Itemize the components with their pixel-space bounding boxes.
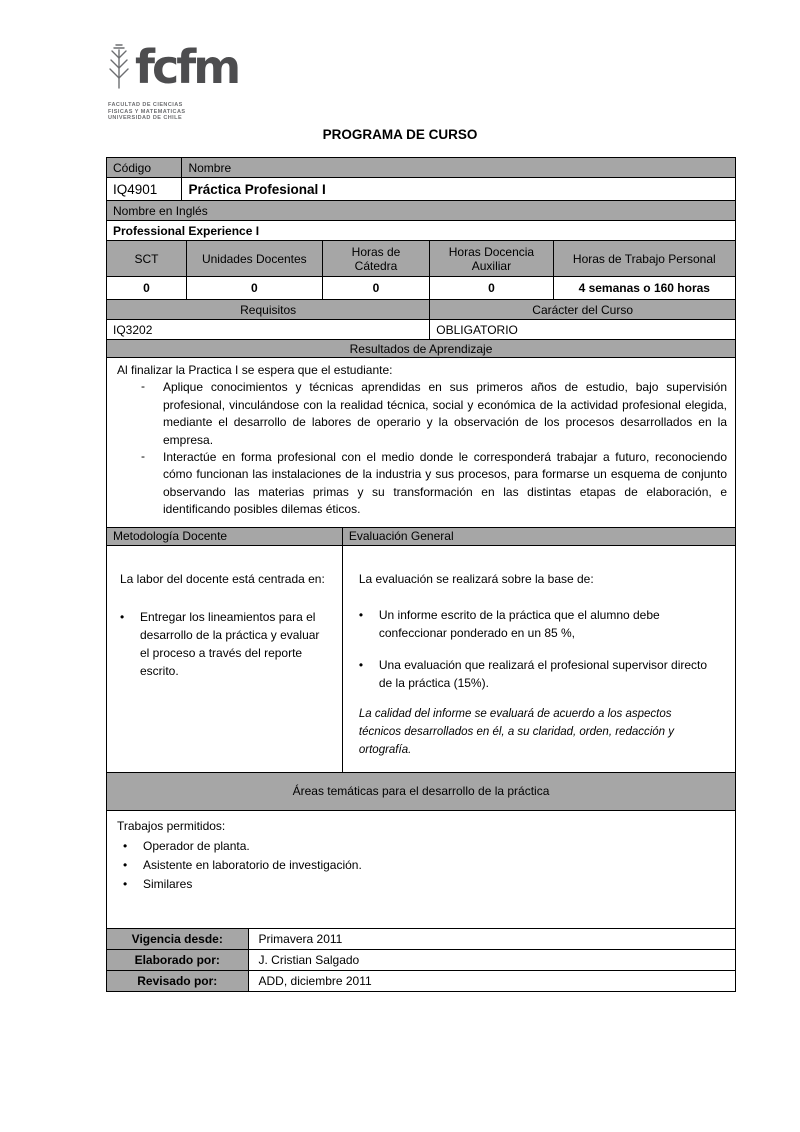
trabajos-intro: Trabajos permitidos: xyxy=(117,818,226,833)
bullet-marker xyxy=(123,856,143,875)
evaluacion-item: Un informe escrito de la práctica que el alumno debe confeccionar ponderado en un 85 %, xyxy=(378,608,660,641)
codigo-value: IQ4901 xyxy=(107,178,182,201)
requisitos-label: Requisitos xyxy=(107,300,430,320)
metodologia-label: Metodología Docente xyxy=(107,527,343,545)
metodologia-item: Entregar los lineamientos para el desarrollo de la práctica y evaluar el proceso a través del reporte escrito. xyxy=(140,610,320,679)
nombre-ingles-label: Nombre en Inglés xyxy=(107,201,736,221)
revisado-value: ADD, diciembre 2011 xyxy=(248,971,735,992)
fcfm-logo xyxy=(108,40,239,122)
logo-brand-text: fcfm xyxy=(135,40,239,94)
list-item xyxy=(359,606,715,642)
list-item xyxy=(123,856,727,875)
faculty-name xyxy=(108,102,238,122)
thematic-areas-table xyxy=(106,772,736,930)
faculty-line: FACULTAD DE CIENCIAS xyxy=(108,102,183,108)
list-item xyxy=(120,608,332,680)
resultado-text: Aplique conocimientos y técnicas aprendidas en sus primeros años de estudio, bajo supervisión profesional, vinculándose con la realidad técnica, social y económica de la actividad profesional elegida, mediante el desarrollo de labores de operario y la observación de los procesos desarrollados en la empresa. xyxy=(163,380,727,447)
evaluacion-intro: La evaluación se realizará sobre la base de: xyxy=(358,571,594,586)
revisado-label: Revisado por: xyxy=(107,971,249,992)
bullet-marker xyxy=(120,608,140,680)
learning-results-table xyxy=(106,339,736,528)
bullet-marker xyxy=(359,606,379,642)
course-program-document xyxy=(106,158,736,992)
nombre-value: Práctica Profesional I xyxy=(182,178,736,201)
hours-header-unidades-docentes: Unidades Docentes xyxy=(186,241,322,277)
dash-marker xyxy=(141,379,163,449)
page-title: PROGRAMA DE CURSO xyxy=(322,127,478,142)
methodology-evaluation-table xyxy=(106,527,736,773)
hours-value-horas-catedra: 0 xyxy=(322,277,430,300)
hours-header-trabajo-personal: Horas de Trabajo Personal xyxy=(553,241,735,277)
hours-header-docencia-auxiliar: Horas Docencia Auxiliar xyxy=(430,241,553,277)
caracter-label: Carácter del Curso xyxy=(430,300,736,320)
hours-value-trabajo-personal: 4 semanas o 160 horas xyxy=(553,277,735,300)
elaborado-value: J. Cristian Salgado xyxy=(248,950,735,971)
english-name-table xyxy=(106,200,736,241)
resultados-intro: Al finalizar la Practica I se espera que el estudiante: xyxy=(117,363,393,377)
evaluacion-item: Una evaluación que realizará el profesional supervisor directo de la práctica (15%). xyxy=(378,658,708,691)
metodologia-intro: La labor del docente está centrada en: xyxy=(120,571,325,586)
faculty-line: FISICAS Y MATEMATICAS xyxy=(108,108,186,115)
vigencia-value: Primavera 2011 xyxy=(248,929,735,950)
resultados-content xyxy=(107,358,736,528)
hours-header-horas-catedra: Horas de Cátedra xyxy=(322,241,430,277)
vigencia-label: Vigencia desde: xyxy=(107,929,249,950)
requisitos-value: IQ3202 xyxy=(107,320,430,340)
code-name-table xyxy=(106,157,736,201)
list-item xyxy=(123,875,727,894)
bullet-marker xyxy=(359,656,379,692)
elaborado-label: Elaborado por: xyxy=(107,950,249,971)
document-info-table xyxy=(106,928,736,992)
areas-label: Áreas temáticas para el desarrollo de la práctica xyxy=(107,772,736,810)
hours-table xyxy=(106,240,736,300)
tree-logo-icon xyxy=(108,44,130,99)
trabajo-item: Asistente en laboratorio de investigación. xyxy=(143,857,362,872)
metodologia-content xyxy=(107,545,343,772)
areas-content xyxy=(107,810,736,929)
bullet-marker xyxy=(123,875,143,894)
bullet-marker xyxy=(123,837,143,856)
resultados-label: Resultados de Aprendizaje xyxy=(107,340,736,358)
evaluacion-note: La calidad del informe se evaluará de acuerdo a los aspectos técnicos desarrollados en él, a su claridad, orden, redacción y ortografía. xyxy=(358,708,675,756)
codigo-label: Código xyxy=(107,158,182,178)
list-item xyxy=(141,379,727,449)
evaluacion-content xyxy=(342,545,735,772)
list-item xyxy=(359,656,715,692)
hours-value-docencia-auxiliar: 0 xyxy=(430,277,553,300)
hours-header-sct: SCT xyxy=(107,241,187,277)
hours-value-sct: 0 xyxy=(107,277,187,300)
trabajo-item: Operador de planta. xyxy=(143,838,250,853)
evaluacion-label: Evaluación General xyxy=(342,527,735,545)
requirements-table xyxy=(106,299,736,340)
resultado-text: Interactúe en forma profesional con el medio donde le corresponderá trabajar a futuro, reconociendo cómo funcionan las instalaciones de la industria y sus procesos, para formarse un esquema de conjunto observando las materias primas y su transformación en las distintas etapas de elaboración, e identificando posibles dilemas éticos. xyxy=(163,449,727,517)
nombre-label: Nombre xyxy=(182,158,736,178)
dash-marker xyxy=(141,449,163,519)
nombre-ingles-value: Professional Experience I xyxy=(107,221,736,241)
caracter-value: OBLIGATORIO xyxy=(430,320,736,340)
list-item xyxy=(123,837,727,856)
hours-value-unidades-docentes: 0 xyxy=(186,277,322,300)
faculty-line: UNIVERSIDAD DE CHILE xyxy=(108,115,183,122)
trabajo-item: Similares xyxy=(143,876,193,891)
list-item xyxy=(141,449,727,519)
